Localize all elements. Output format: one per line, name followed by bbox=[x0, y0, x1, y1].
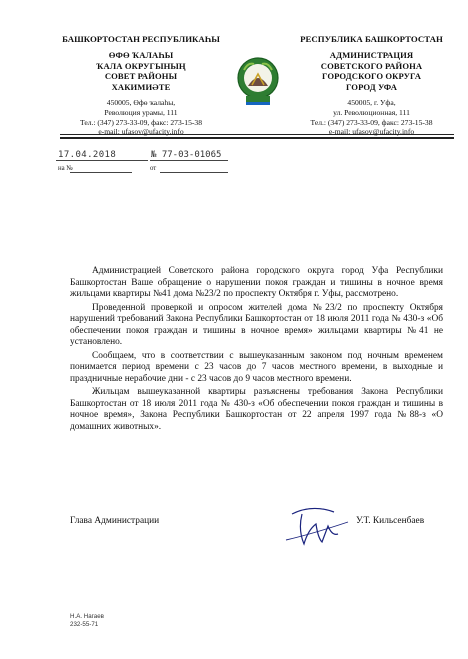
reference-number-label: на № bbox=[58, 165, 73, 172]
header-right-org-line-2: СОВЕТСКОГО РАЙОНА bbox=[320, 60, 423, 71]
header-left-bashkir bbox=[52, 34, 230, 137]
reference-date-line bbox=[160, 172, 228, 173]
header-left-phone: Тел.: (347) 273-33-09, факс: 273-15-38 bbox=[79, 117, 202, 127]
header-right-email: e-mail: ufasov@ufacity.info bbox=[328, 127, 415, 137]
header-right-org-line-4: ГОРОД УФА bbox=[345, 81, 398, 92]
header-right-phone: Тел.: (347) 273-33-09, факс: 273-15-38 bbox=[310, 117, 433, 127]
signatory-position: Глава Администрации bbox=[70, 516, 160, 526]
header-divider-thin bbox=[60, 134, 454, 135]
coat-of-arms-emblem bbox=[236, 52, 280, 108]
header-left-org-line-2: ҠАЛА ОКРУГЫНЫҢ bbox=[96, 60, 186, 71]
header-right-title: РЕСПУБЛИКА БАШКОРТОСТАН bbox=[300, 34, 443, 44]
executor-phone: 232-55-71 bbox=[70, 621, 99, 629]
registration-date: 17.04.2018 bbox=[58, 150, 117, 160]
executor-block bbox=[70, 613, 104, 630]
header-left-org-line-1: ӨФӨ ҠАЛАҺЫ bbox=[108, 50, 174, 60]
date-underline bbox=[56, 160, 148, 161]
registration-number: № 77-03-01065 bbox=[151, 150, 222, 160]
header-divider-thick bbox=[60, 137, 454, 139]
letter-body bbox=[70, 266, 443, 435]
header-right-address-1: 450005, г. Уфа, bbox=[347, 98, 396, 108]
signatory-name: У.Т. Кильсенбаев bbox=[356, 516, 425, 526]
reference-date-label: от bbox=[150, 165, 157, 172]
handwritten-signature bbox=[282, 500, 352, 552]
header-right-address-2: ул. Революционная, 111 bbox=[333, 107, 410, 117]
header-right-org-line-1: АДМИНИСТРАЦИЯ bbox=[329, 50, 414, 60]
body-paragraph-1: Администрацией Советского района городского округа город Уфа Республики Башкортостан Ваше обращение о нарушении покоя граждан и тишины в ночное время жильцами квартиры №41 дома №23/2 по проспекту Октября г. Уфы, рассмотрено. bbox=[70, 266, 443, 299]
header-left-email: e-mail: ufasov@ufacity.info bbox=[98, 127, 184, 137]
header-left-org-line-3: СОВЕТ РАЙОНЫ bbox=[104, 71, 178, 82]
body-paragraph-3: Сообщаем, что в соответствии с вышеуказанным законом под ночным временем понимается период времени с 23 часов до 7 часов местного времени, в выходные и праздничные нерабочие дни - с 23 часов до 9 часов местного времени. bbox=[70, 350, 443, 384]
header-left-org-line-4: ХАКИМИӘТЕ bbox=[111, 81, 171, 92]
header-left-title: БАШКОРТОСТАН РЕСПУБЛИКАҺЫ bbox=[62, 34, 220, 44]
header-right-org-line-3: ГОРОДСКОГО ОКРУГА bbox=[322, 71, 421, 82]
body-paragraph-4: Жильцам вышеуказанной квартиры разъяснены требования Закона Республики Башкортостан от 18 июля 2011 года № 430-з «Об обеспечении покоя граждан и тишины в ночное время», Закона Республики Башкортостан от 22 апреля 1997 года №88-з «О домашних животных». bbox=[70, 387, 443, 432]
header-left-address-2: Революция урамы, 111 bbox=[104, 107, 178, 117]
header-right-russian bbox=[284, 34, 459, 137]
executor-name: Н.А. Нагаев bbox=[70, 613, 104, 620]
reference-number-line bbox=[70, 172, 132, 173]
body-paragraph-2: Проведенной проверкой и опросом жителей дома №23/2 по проспекту Октября нарушений требований Закона Республики Башкортостан от 18 июля 2011 года № 430-з «Об обеспечении покоя граждан и тишины в ночное время» жильцами квартиры №41 не установлено. bbox=[70, 302, 443, 347]
header-left-address-1: 450005, Өфө ҡалаһы, bbox=[106, 98, 176, 108]
number-underline bbox=[150, 160, 228, 161]
